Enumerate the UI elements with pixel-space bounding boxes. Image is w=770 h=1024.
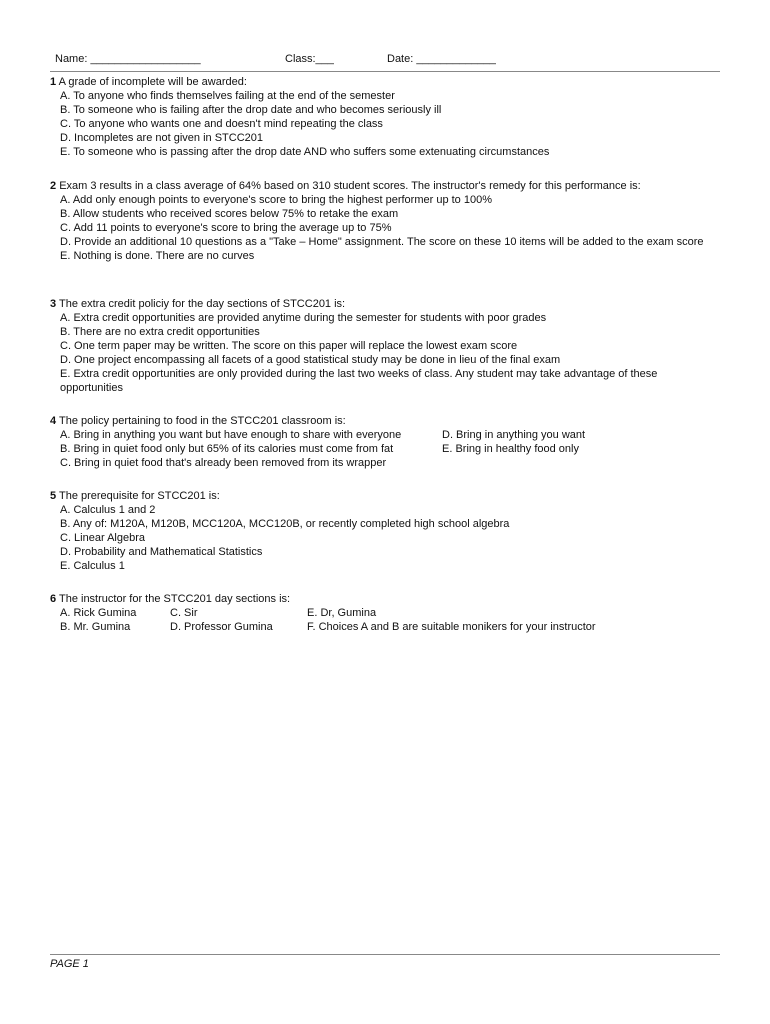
answer-option: F. Choices A and B are suitable monikers for your instructor (307, 621, 596, 633)
question-text: The policy pertaining to food in the STCC201 classroom is: (58, 415, 346, 427)
answer-option: D. Professor Gumina (170, 621, 273, 633)
answer-option: A. Extra credit opportunities are provided anytime during the semester for students with poor grades (60, 312, 547, 324)
options-row (50, 620, 720, 634)
options-row (50, 428, 720, 442)
question-number: 4 (50, 415, 57, 427)
answer-option: E. Bring in healthy food only (442, 443, 579, 455)
answer-option: D. Provide an additional 10 questions as a "Take – Home" assignment. The score on these 10 items will be added to the exam score (60, 236, 704, 248)
question-2 (50, 179, 720, 263)
answer-option: C. Linear Algebra (60, 532, 145, 544)
answer-option: E. Calculus 1 (60, 560, 125, 572)
answer-option: A. Bring in anything you want but have enough to share with everyone (60, 429, 402, 441)
answer-option: B. Bring in quiet food only but 65% of its calories must come from fat (60, 443, 394, 455)
question-number: 5 (50, 490, 57, 502)
name-field-label: Name: __________________ (55, 53, 201, 65)
question-stem (50, 179, 720, 193)
student-info-header (55, 53, 720, 69)
page-number: PAGE 1 (50, 958, 89, 970)
question-5 (50, 489, 720, 573)
answer-option: D. One project encompassing all facets of a good statistical study may be done in lieu of the final exam (60, 354, 561, 366)
header-divider (50, 71, 720, 72)
answer-option: C. Add 11 points to everyone's score to bring the average up to 75% (60, 222, 392, 234)
question-text: A grade of incomplete will be awarded: (58, 76, 247, 88)
question-1 (50, 75, 720, 159)
answer-option: C. One term paper may be written. The score on this paper will replace the lowest exam score (60, 340, 518, 352)
answer-option: E. To someone who is passing after the drop date AND who suffers some extenuating circumstances (60, 146, 550, 158)
question-text: The extra credit policiy for the day sections of STCC201 is: (58, 298, 346, 310)
answer-option: B. To someone who is failing after the drop date and who becomes seriously ill (60, 104, 442, 116)
answer-option: D. Bring in anything you want (442, 429, 586, 441)
question-number: 6 (50, 593, 57, 605)
options-row (50, 606, 720, 620)
answer-option: D. Incompletes are not given in STCC201 (60, 132, 263, 144)
answer-option: B. Any of: M120A, M120B, MCC120A, MCC120B, or recently completed high school algebra (60, 518, 510, 530)
options-row (50, 442, 720, 456)
question-stem (50, 489, 720, 503)
answer-option: C. To anyone who wants one and doesn't mind repeating the class (60, 118, 383, 130)
answer-option: A. Add only enough points to everyone's score to bring the highest performer up to 100% (60, 194, 492, 206)
answer-option: C. Sir (170, 607, 198, 619)
question-text: The prerequisite for STCC201 is: (58, 490, 220, 502)
question-number: 2 (50, 180, 57, 192)
footer-divider (50, 954, 720, 955)
answer-option: A. Rick Gumina (60, 607, 137, 619)
question-number: 1 (50, 76, 57, 88)
question-stem (50, 592, 720, 606)
question-text: The instructor for the STCC201 day sections is: (58, 593, 291, 605)
answer-option: A. To anyone who finds themselves failing at the end of the semester (60, 90, 395, 102)
answer-option: E. Nothing is done. There are no curves (60, 250, 255, 262)
question-3 (50, 297, 720, 395)
answer-option: C. Bring in quiet food that's already been removed from its wrapper (60, 457, 387, 469)
answer-option: E. Extra credit opportunities are only provided during the last two weeks of class. Any student may take advantage of these opportunities (60, 368, 658, 394)
answer-option: A. Calculus 1 and 2 (60, 504, 156, 516)
answer-option: E. Dr, Gumina (307, 607, 377, 619)
question-stem (50, 75, 720, 89)
question-stem (50, 297, 720, 311)
answer-option: D. Probability and Mathematical Statistics (60, 546, 263, 558)
answer-option: B. Mr. Gumina (60, 621, 131, 633)
question-4 (50, 414, 720, 470)
question-number: 3 (50, 298, 57, 310)
answer-option: B. Allow students who received scores below 75% to retake the exam (60, 208, 399, 220)
question-stem (50, 414, 720, 428)
date-field-label: Date: _____________ (387, 53, 496, 65)
question-6 (50, 592, 720, 634)
question-text: Exam 3 results in a class average of 64% based on 310 student scores. The instructor's remedy for this performance is: (59, 180, 641, 192)
options-row (50, 456, 720, 470)
answer-option: B. There are no extra credit opportunities (60, 326, 260, 338)
class-field-label: Class:___ (285, 53, 334, 65)
